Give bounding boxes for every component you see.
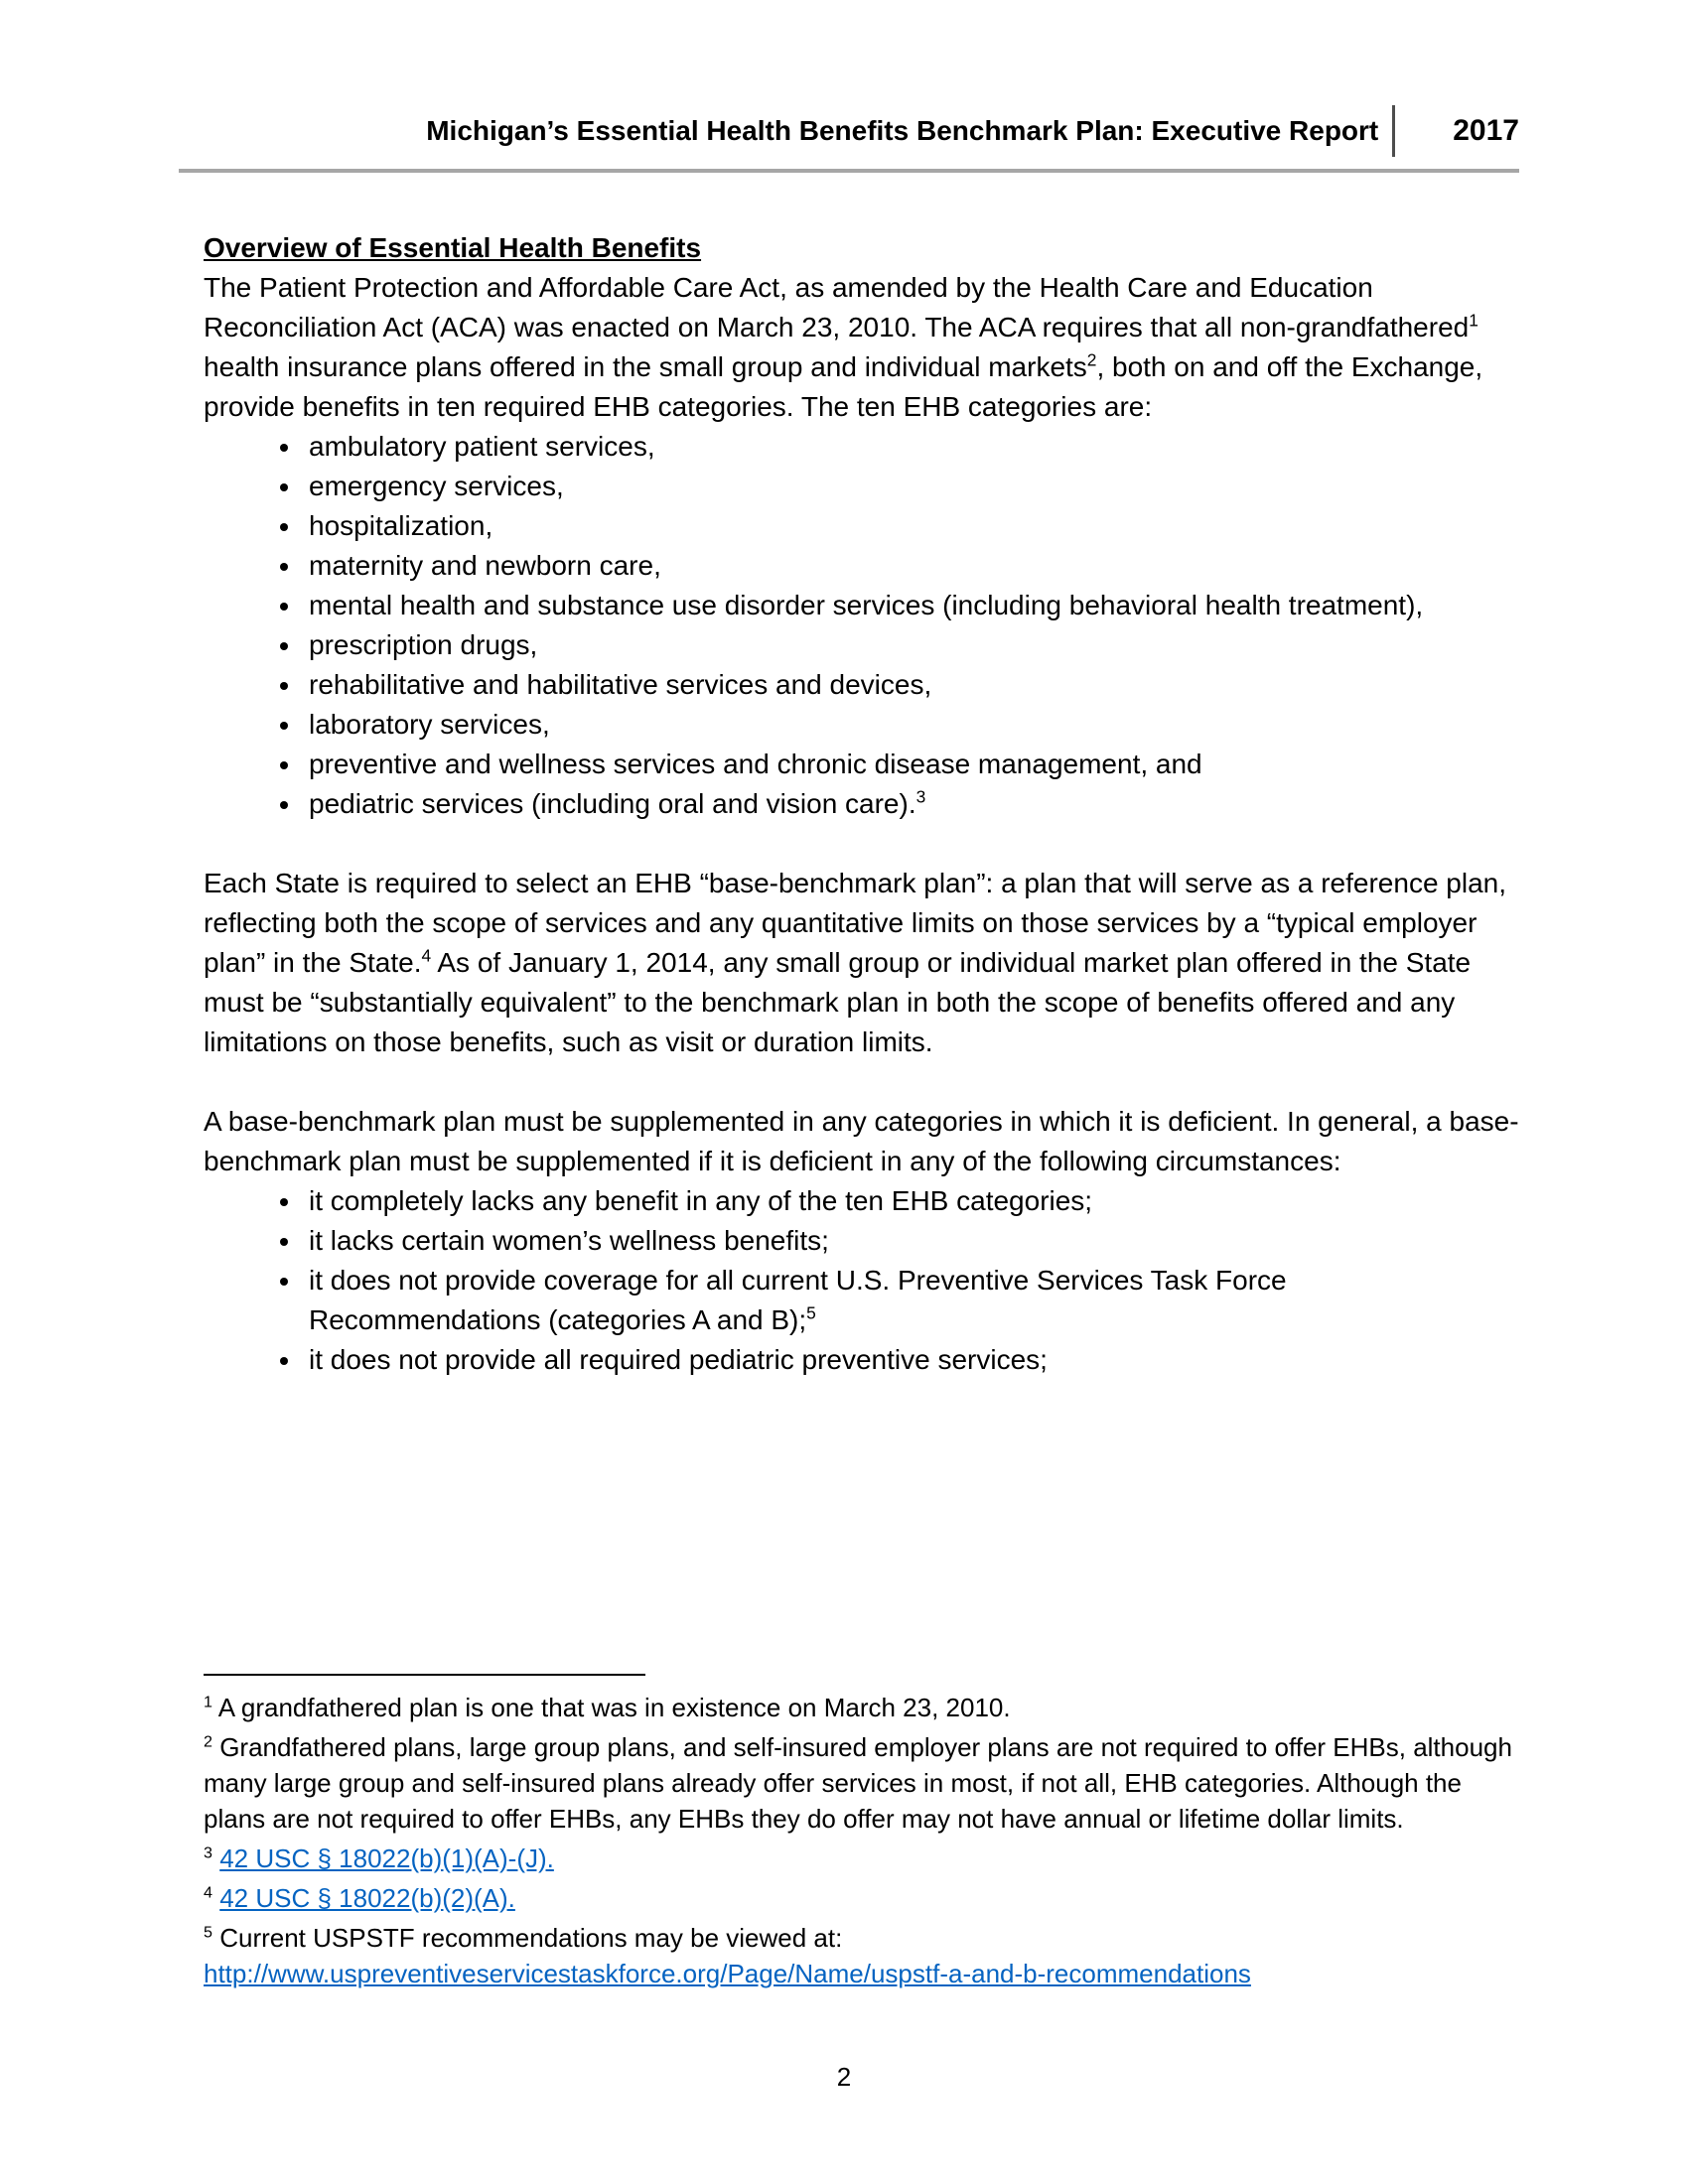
intro-paragraph <box>204 268 1519 427</box>
page-header <box>0 0 1688 173</box>
footnote-1-text: A grandfathered plan is one that was in existence on March 23, 2010. <box>217 1693 1011 1722</box>
footnote-4-marker: 4 <box>204 1883 212 1902</box>
paragraph-text: As of January 1, 2014, any small group or individual market plan offered in the State must be “substantially equivalent” to the benchmark plan in both the scope of benefits offered and any limitations on those benefits, such as visit or duration limits. <box>204 947 1472 1057</box>
footnote-ref-5: 5 <box>806 1302 816 1323</box>
paragraph-text: The Patient Protection and Affordable Care Act, as amended by the Health Care and Education Reconciliation Act (ACA) was enacted on March 23, 2010. The ACA requires that all non-grandfathered <box>204 272 1470 342</box>
footnote-3-link[interactable]: 42 USC § 18022(b)(1)(A)-(J). <box>219 1843 554 1873</box>
header-divider <box>1392 105 1395 157</box>
footnote-ref-2: 2 <box>1086 349 1097 370</box>
footnote-separator <box>204 1674 645 1676</box>
list-item-text: preventive and wellness services and chronic disease management, and <box>309 749 1202 779</box>
footnote-1-marker: 1 <box>204 1693 212 1711</box>
footnote-5-link[interactable]: http://www.uspreventiveservicestaskforce.org/Page/Name/uspstf-a-and-b-recommendations <box>204 1959 1251 1988</box>
paragraph-text: , both on and off the Exchange, provide benefits in ten required EHB categories. The ten EHB categories are: <box>204 351 1483 422</box>
list-item-text: it does not provide coverage for all current U.S. Preventive Services Task Force Recommendations (categories A and B); <box>309 1265 1287 1335</box>
footnote-4 <box>204 1880 1519 1916</box>
list-item <box>303 1221 1519 1261</box>
list-item <box>303 1181 1519 1221</box>
list-item-text: it lacks certain women’s wellness benefits; <box>309 1225 829 1256</box>
list-item <box>303 665 1519 705</box>
header-row <box>204 105 1519 157</box>
supplement-paragraph: A base-benchmark plan must be supplemented in any categories in which it is deficient. In general, a base-benchmark plan must be supplemented if it is deficient in any of the following circumstances: <box>204 1106 1519 1176</box>
list-item-text: it completely lacks any benefit in any of the ten EHB categories; <box>309 1185 1093 1216</box>
footnote-5-text: Current USPSTF recommendations may be viewed at: <box>219 1923 843 1953</box>
list-item-text: hospitalization, <box>309 510 493 541</box>
footnote-2 <box>204 1729 1519 1837</box>
list-item <box>303 546 1519 586</box>
footnote-2-text: Grandfathered plans, large group plans, and self-insured employer plans are not required to offer EHBs, although many large group and self-insured plans already offer services in most, if not all, EHB categories. Although the plans are not required to offer EHBs, any EHBs they do offer may not have annual or lifetime dollar limits. <box>204 1732 1512 1834</box>
footnote-5-marker: 5 <box>204 1923 212 1942</box>
list-item <box>303 745 1519 784</box>
list-item-text: rehabilitative and habilitative services and devices, <box>309 669 932 700</box>
list-item-text: it does not provide all required pediatric preventive services; <box>309 1344 1048 1375</box>
footnote-ref-4: 4 <box>421 945 432 966</box>
list-item <box>303 625 1519 665</box>
list-item <box>303 586 1519 625</box>
list-item-text: maternity and newborn care, <box>309 550 661 581</box>
footnotes-section <box>204 1674 1519 1995</box>
deficiency-list <box>204 1181 1519 1380</box>
footnote-2-marker: 2 <box>204 1732 212 1751</box>
footnote-3 <box>204 1841 1519 1876</box>
list-item <box>303 705 1519 745</box>
list-item <box>303 1340 1519 1380</box>
list-item <box>303 427 1519 467</box>
list-item <box>303 784 1519 824</box>
list-item-text: emergency services, <box>309 471 564 501</box>
list-item-text: prescription drugs, <box>309 629 538 660</box>
list-item <box>303 1261 1519 1340</box>
list-item-text: laboratory services, <box>309 709 550 740</box>
document-content <box>0 173 1688 1380</box>
footnote-1 <box>204 1690 1519 1725</box>
list-item <box>303 506 1519 546</box>
footnote-3-marker: 3 <box>204 1843 212 1862</box>
list-item-text: ambulatory patient services, <box>309 431 655 462</box>
footnote-5 <box>204 1920 1519 1991</box>
footnote-4-link[interactable]: 42 USC § 18022(b)(2)(A). <box>219 1883 515 1913</box>
header-title: Michigan’s Essential Health Benefits Benchmark Plan: Executive Report <box>426 115 1379 146</box>
paragraph-text: Each State is required to select an EHB “base-benchmark plan”: a plan that will serve as a reference plan, reflecting both the scope of services and any quantitative limits on those services by a “typical employer plan” in the State. <box>204 868 1507 978</box>
paragraph-text: health insurance plans offered in the small group and individual markets <box>204 351 1087 382</box>
list-item <box>303 467 1519 506</box>
section-heading: Overview of Essential Health Benefits <box>204 232 702 263</box>
benchmark-paragraph <box>204 864 1519 1062</box>
list-item-text: mental health and substance use disorder services (including behavioral health treatment), <box>309 590 1424 620</box>
list-item-text: pediatric services (including oral and vision care). <box>309 788 916 819</box>
ehb-category-list <box>204 427 1519 824</box>
page-number: 2 <box>836 2062 852 2092</box>
footnote-ref-3: 3 <box>915 786 926 807</box>
header-year: 2017 <box>1453 114 1519 147</box>
footnote-ref-1: 1 <box>1469 310 1478 331</box>
